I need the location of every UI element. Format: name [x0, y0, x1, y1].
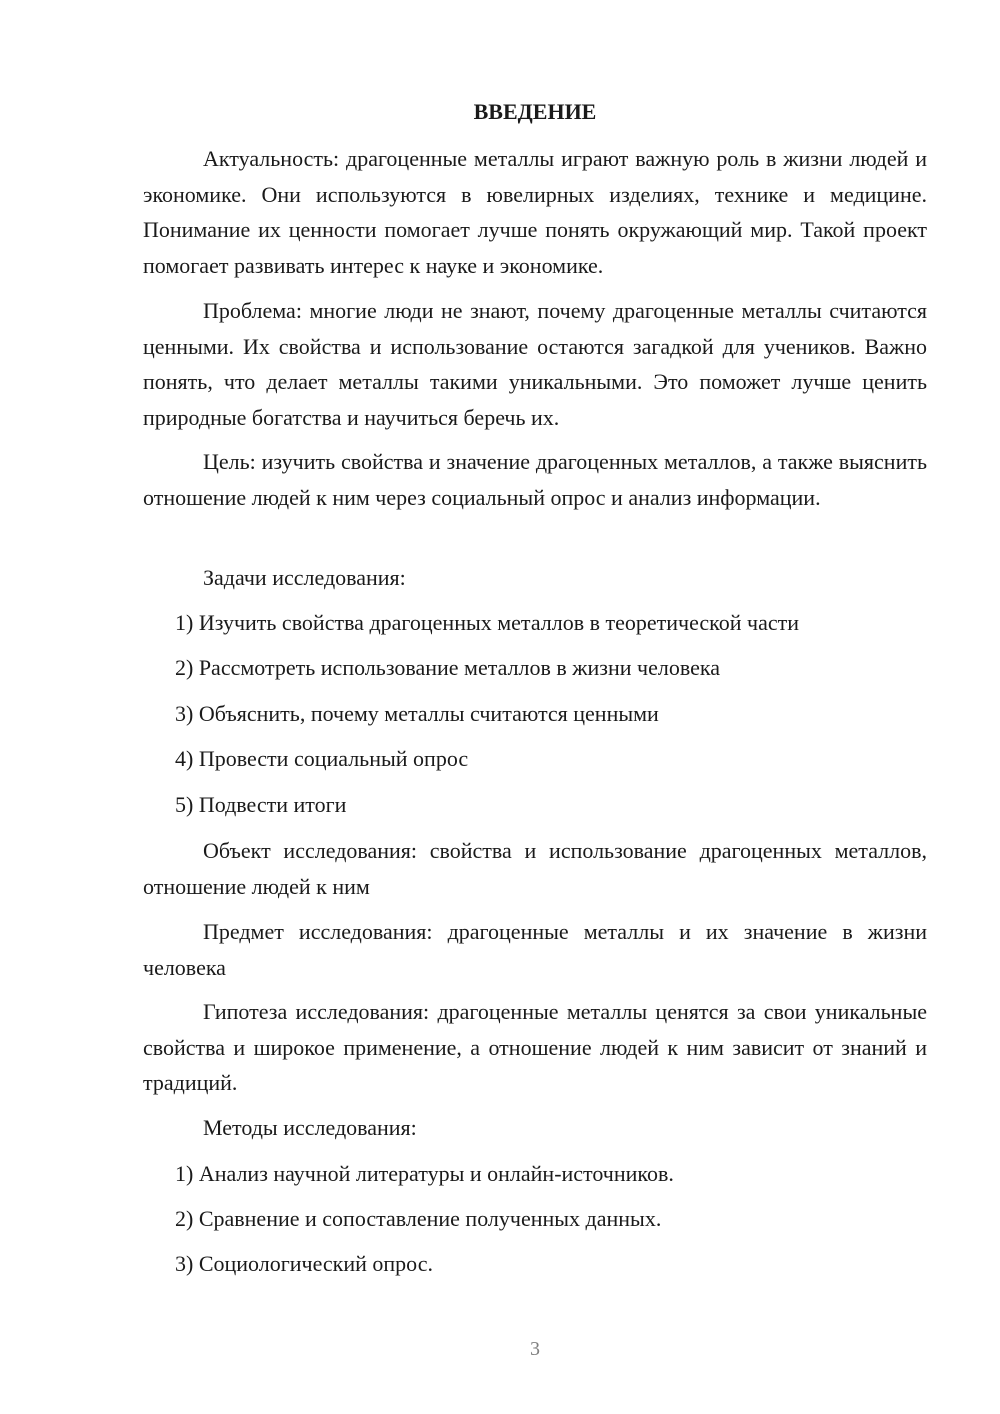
object-paragraph-block: [143, 833, 927, 904]
method-item: 2) Сравнение и сопоставление полученных данных.: [175, 1206, 662, 1231]
problem-paragraph: Проблема: многие люди не знают, почему драгоценные металлы считаются ценными. Их свойства и использование остаются загадкой для учеников. Важно понять, что делает металлы такими уникальными. Это поможет лучше ценить природные богатства и научиться беречь их.: [143, 298, 927, 430]
page-title: ВВЕДЕНИЕ: [473, 99, 597, 124]
hypothesis-paragraph: Гипотеза исследования: драгоценные металлы ценятся за свои уникальные свойства и широкое применение, а отношение людей к ним зависит от знаний и традиций.: [143, 999, 927, 1095]
method-item: 3) Социологический опрос.: [175, 1251, 433, 1276]
subject-paragraph: Предмет исследования: драгоценные металлы и их значение в жизни человека: [143, 919, 927, 980]
task-item: 4) Провести социальный опрос: [175, 746, 469, 771]
methods-heading: Методы исследования:: [203, 1115, 417, 1140]
problem-paragraph-block: [143, 293, 927, 435]
relevance-paragraph-block: [143, 141, 927, 283]
task-item: 1) Изучить свойства драгоценных металлов в теоретической части: [175, 610, 800, 635]
task-item: 5) Подвести итоги: [175, 792, 347, 817]
relevance-paragraph: Актуальность: драгоценные металлы играют важную роль в жизни людей и экономике. Они используются в ювелирных изделиях, технике и медицине. Понимание их ценности помогает лучше понять окружающий мир. Такой проект помогает развивать интерес к науке и экономике.: [143, 146, 927, 278]
subject-paragraph-block: [143, 914, 927, 985]
task-item: 3) Объяснить, почему металлы считаются ценными: [175, 701, 659, 726]
goal-paragraph-block: [143, 444, 927, 515]
tasks-heading: Задачи исследования:: [203, 565, 406, 590]
method-item: 1) Анализ научной литературы и онлайн-источников.: [175, 1161, 674, 1186]
hypothesis-paragraph-block: [143, 994, 927, 1101]
goal-paragraph: Цель: изучить свойства и значение драгоценных металлов, а также выяснить отношение людей к ним через социальный опрос и анализ информации.: [143, 449, 927, 510]
task-item: 2) Рассмотреть использование металлов в жизни человека: [175, 655, 720, 680]
page-number: 3: [530, 1338, 540, 1360]
object-paragraph: Объект исследования: свойства и использование драгоценных металлов, отношение людей к ним: [143, 838, 927, 899]
